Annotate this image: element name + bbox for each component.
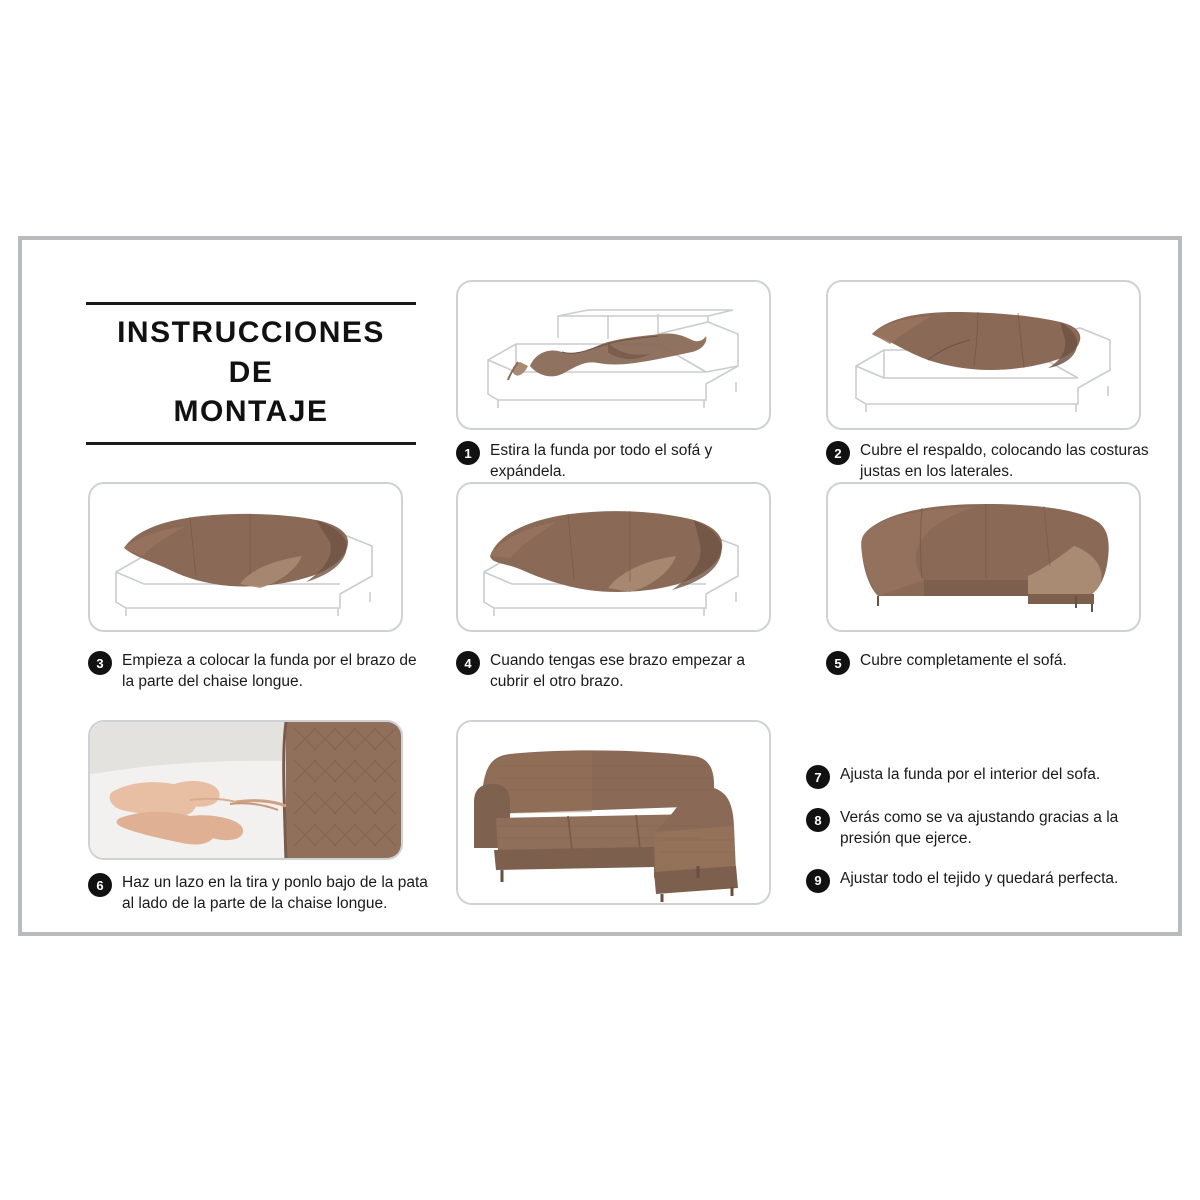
step-number-8: 8 [806, 808, 830, 832]
step-illustration-6 [88, 720, 403, 860]
step-text-3: Empieza a colocar la funda por el brazo de la parte del chaise longue. [122, 652, 417, 691]
step-text-9: Ajustar todo el tejido y quedará perfecta. [840, 869, 1119, 887]
step-illustration-3 [88, 482, 403, 632]
step-text-7: Ajusta la funda por el interior del sofa. [840, 766, 1101, 783]
step-number-2: 2 [826, 441, 850, 465]
steps-7-9-list [806, 764, 1146, 911]
step-illustration-2 [826, 280, 1141, 430]
step-illustration-4 [456, 482, 771, 632]
page-title [86, 302, 416, 445]
finished-sofa-photo-icon [458, 722, 771, 905]
sofa-cover-other-arm-icon [458, 484, 771, 632]
step-number-9: 9 [806, 869, 830, 893]
sofa-cover-chaise-arm-icon [90, 484, 403, 632]
step-text-2: Cubre el respaldo, colocando las costuras justas en los laterales. [860, 442, 1149, 481]
sofa-cover-over-backrest-icon [828, 282, 1141, 430]
sofa-fully-covered-icon [828, 484, 1141, 632]
step-caption-2 [826, 440, 1156, 483]
sheet-inner [36, 252, 1164, 920]
title-rule-bottom [86, 442, 416, 445]
step-caption-6 [88, 872, 438, 915]
title-line-3: MONTAJE [173, 395, 329, 429]
sofa-with-cover-stretched-icon [458, 282, 771, 430]
step-text-8: Verás como se va ajustando gracias a la presión que ejerce. [840, 809, 1119, 848]
step-caption-9 [806, 868, 1146, 893]
instruction-sheet [18, 236, 1182, 936]
step-caption-4 [456, 650, 786, 693]
step-caption-1 [456, 440, 786, 483]
step-number-3: 3 [88, 651, 112, 675]
step-illustration-5 [826, 482, 1141, 632]
step-number-1: 1 [456, 441, 480, 465]
step-number-4: 4 [456, 651, 480, 675]
step-caption-3 [88, 650, 423, 693]
step-illustration-finished-sofa [456, 720, 771, 905]
title-line-2: DE [228, 355, 274, 389]
step-text-4: Cuando tengas ese brazo empezar a cubrir el otro brazo. [490, 652, 746, 691]
step-text-5: Cubre completamente el sofá. [860, 652, 1067, 669]
title-line-1: INSTRUCCIONES [117, 316, 385, 349]
step-number-6: 6 [88, 873, 112, 897]
step-text-1: Estira la funda por todo el sofá y expándela. [490, 442, 713, 481]
step-caption-7 [806, 764, 1146, 789]
step-number-7: 7 [806, 765, 830, 789]
hands-tying-strap-photo-icon [90, 722, 403, 860]
step-text-6: Haz un lazo en la tira y ponlo bajo de la pata al lado de la parte de la chaise longue. [122, 874, 428, 913]
step-caption-8 [806, 807, 1146, 850]
step-illustration-1 [456, 280, 771, 430]
step-caption-5 [826, 650, 1146, 675]
step-number-5: 5 [826, 651, 850, 675]
